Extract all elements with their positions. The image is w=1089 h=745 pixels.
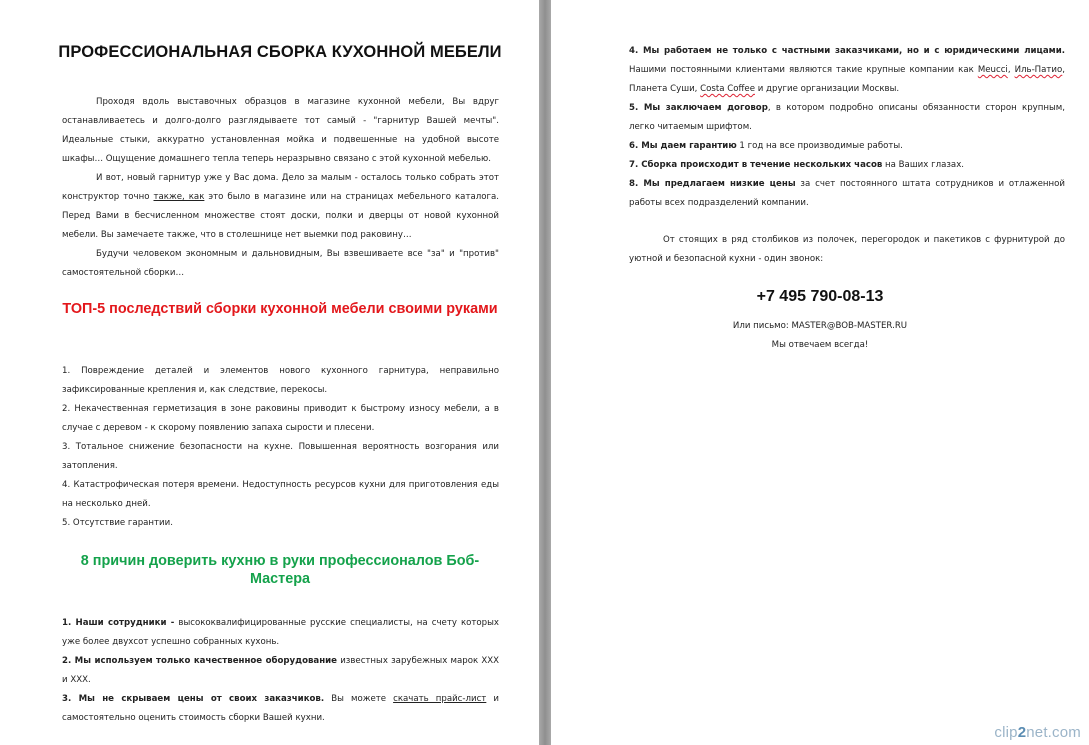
list-item: 7. Сборка происходит в течение нескольких часов на Ваших глазах. xyxy=(629,160,965,170)
list-item: 2. Некачественная герметизация в зоне раковины приводит к быстрому износу мебели, а в случае с деревом - к скорому появлению запаха сырости и плесени. xyxy=(62,404,499,433)
intro-section xyxy=(62,93,499,283)
document-page-right xyxy=(551,0,1089,745)
list-item: 3. Тотальное снижение безопасности на кухне. Повышенная вероятность возгорания или затопления. xyxy=(62,442,499,471)
reasons-heading: 8 причин доверить кухню в руки профессионалов Боб-Мастера xyxy=(80,553,480,587)
list-item: 2. Мы используем только качественное оборудование известных зарубежных марок ХХХ и ХХХ. xyxy=(62,656,499,685)
intro-paragraph-1: Проходя вдоль выставочных образцов в магазине кухонной мебели, Вы вдруг останавливаетесь и долго-долго разглядываете тот самый - "гарнитур Вашей мечты". Идеальные стыки, аккуратно установленная мойка и подвешенные на удобной высоте шкафы… Ощущение домашнего тепла теперь неразрывно связано с этой кухонной мебелью. xyxy=(62,97,499,164)
spelling-flag: также, как xyxy=(153,192,205,202)
list-item: 6. Мы даем гарантию 1 год на все производимые работы. xyxy=(629,141,903,151)
intro-paragraph-3: Будучи человеком экономным и дальновидным, Вы взвешиваете все "за" и "против" самостоятельной сборки… xyxy=(62,249,499,278)
list-item: 5. Отсутствие гарантии. xyxy=(62,518,173,528)
list-item: 4. Катастрофическая потеря времени. Недоступность ресурсов кухни для приготовления еды на несколько дней. xyxy=(62,480,499,509)
top5-heading: ТОП-5 последствий сборки кухонной мебели своими руками xyxy=(62,301,498,317)
closing-paragraph: От стоящих в ряд столбиков из полочек, перегородок и пакетиков с фурнитурой до уютной и безопасной кухни - один звонок: xyxy=(629,235,1065,264)
list-item: 5. Мы заключаем договор, в котором подробно описаны обязанности сторон крупным, легко читаемым шрифтом. xyxy=(629,103,1065,132)
document-page-left xyxy=(0,0,539,745)
document-title: ПРОФЕССИОНАЛЬНАЯ СБОРКА КУХОННОЙ МЕБЕЛИ xyxy=(58,43,502,61)
intro-paragraph-2: И вот, новый гарнитур уже у Вас дома. Дело за малым - осталось только собрать этот конструктор точно также, как это было в магазине или на страницах мебельного каталога. Перед Вами в бесчисленном множестве стоят доски, полки и дверцы от новой кухонной мебели. Вы замечаете также, что в столешнице нет выемки под раковину… xyxy=(62,173,499,240)
list-item: 8. Мы предлагаем низкие цены за счет постоянного штата сотрудников и отлаженной работы всех подразделений компании. xyxy=(629,179,1065,208)
reply-line: Мы отвечаем всегда! xyxy=(771,340,869,350)
reasons-list-part2 xyxy=(629,42,1065,213)
phone-number: +7 495 790-08-13 xyxy=(756,288,884,305)
reasons-list-part1 xyxy=(62,614,499,728)
price-list-link[interactable]: скачать прайс-лист xyxy=(393,694,487,704)
list-item: 1. Наши сотрудники - высококвалифицированные русские специалисты, на счету которых уже более двухсот успешно собранных кухонь. xyxy=(62,618,499,647)
top5-list xyxy=(62,362,499,533)
email-line: Или письмо: MASTER@BOB-MASTER.RU xyxy=(732,321,908,331)
page-divider xyxy=(539,0,551,745)
clip2net-watermark: clip2net.com xyxy=(994,724,1081,741)
list-item: 1. Повреждение деталей и элементов нового кухонного гарнитура, неправильно зафиксированные крепления и, как следствие, перекосы. xyxy=(62,366,499,395)
list-item: 4. Мы работаем не только с частными заказчиками, но и с юридическими лицами. Нашими постоянными клиентами являются такие крупные компании как Меucci, Иль-Патио, Планета Суши, Costa Coffee и другие организации Москвы. xyxy=(629,46,1065,94)
list-item: 3. Мы не скрываем цены от своих заказчиков. Вы можете скачать прайс-лист и самостоятельно оценить стоимость сборки Вашей кухни. xyxy=(62,694,499,723)
